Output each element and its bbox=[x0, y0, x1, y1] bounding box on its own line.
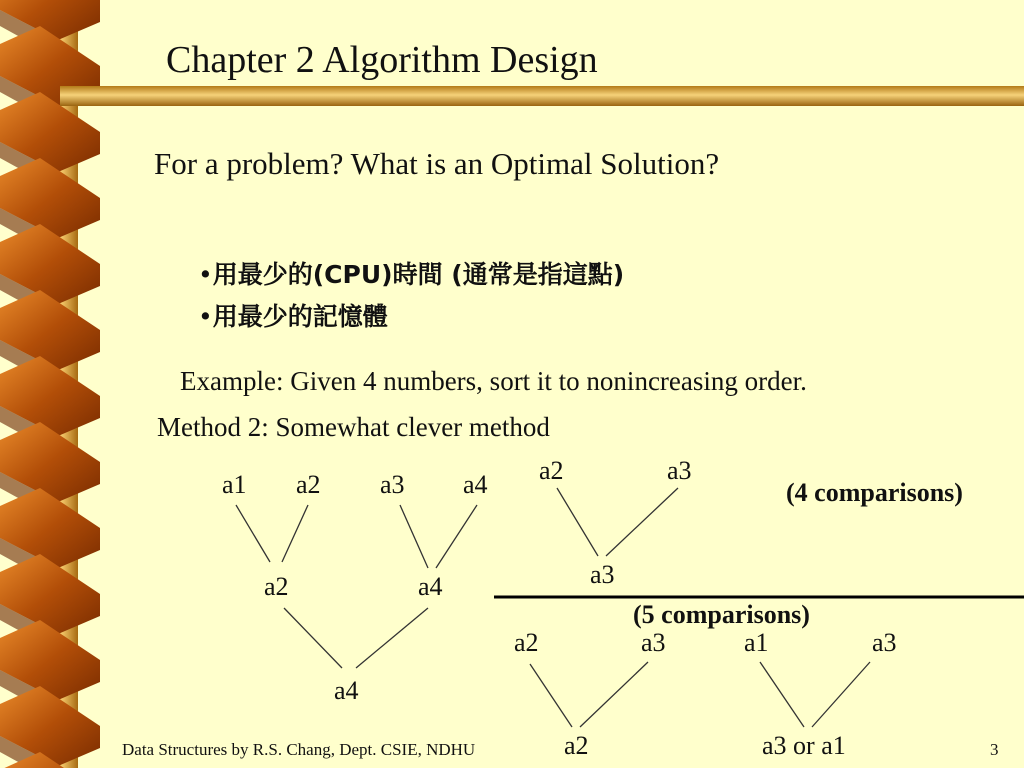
tree2-leaf-a2: a2 bbox=[539, 456, 564, 485]
edge-line bbox=[400, 505, 428, 568]
footer-credit: Data Structures by R.S. Chang, Dept. CSIE, NDHU bbox=[122, 740, 476, 759]
bullet-text: 用最少的記憶體 bbox=[212, 302, 388, 331]
edge-line bbox=[282, 505, 308, 562]
tree1-mid-a2: a2 bbox=[264, 572, 289, 601]
edge-line bbox=[436, 505, 477, 568]
tree1-leaf-a2: a2 bbox=[296, 470, 321, 499]
tree1-leaf-a1: a1 bbox=[222, 470, 247, 499]
comparisons-five: (5 comparisons) bbox=[633, 600, 810, 629]
slide-title: Chapter 2 Algorithm Design bbox=[166, 39, 598, 81]
tree1-mid-a4: a4 bbox=[418, 572, 443, 601]
bullet-text: 用最少的(CPU)時間 (通常是指這點) bbox=[212, 260, 625, 289]
tree3-right-leaf-a3: a3 bbox=[872, 628, 897, 657]
example-text: Example: Given 4 numbers, sort it to nonincreasing order. bbox=[180, 366, 807, 396]
edge-line bbox=[284, 608, 342, 668]
edge-line bbox=[530, 664, 572, 727]
bullet-marker: • bbox=[198, 302, 213, 331]
tree3-left-leaf-a3: a3 bbox=[641, 628, 666, 657]
tree1-leaf-a4: a4 bbox=[463, 470, 488, 499]
slide-subtitle: For a problem? What is an Optimal Solution? bbox=[154, 146, 720, 181]
edge-line bbox=[760, 662, 804, 727]
edge-line bbox=[580, 662, 648, 727]
tree3-right-root: a3 or a1 bbox=[762, 731, 846, 760]
page-number: 3 bbox=[990, 740, 999, 759]
edge-line bbox=[356, 608, 428, 668]
edge-line bbox=[606, 488, 678, 556]
tree1-leaf-a3: a3 bbox=[380, 470, 405, 499]
tree2-leaf-a3: a3 bbox=[667, 456, 692, 485]
method-text: Method 2: Somewhat clever method bbox=[157, 412, 550, 442]
comparisons-four: (4 comparisons) bbox=[786, 478, 963, 507]
tree3-right-leaf-a1: a1 bbox=[744, 628, 769, 657]
tree1-root-a4: a4 bbox=[334, 676, 359, 705]
edge-line bbox=[812, 662, 870, 727]
edge-line bbox=[236, 505, 270, 562]
tree3-left-leaf-a2: a2 bbox=[514, 628, 539, 657]
bullet-marker: • bbox=[198, 260, 213, 289]
tree2-root-a3: a3 bbox=[590, 560, 615, 589]
tree3-left-root-a2: a2 bbox=[564, 731, 589, 760]
edge-line bbox=[557, 488, 598, 556]
